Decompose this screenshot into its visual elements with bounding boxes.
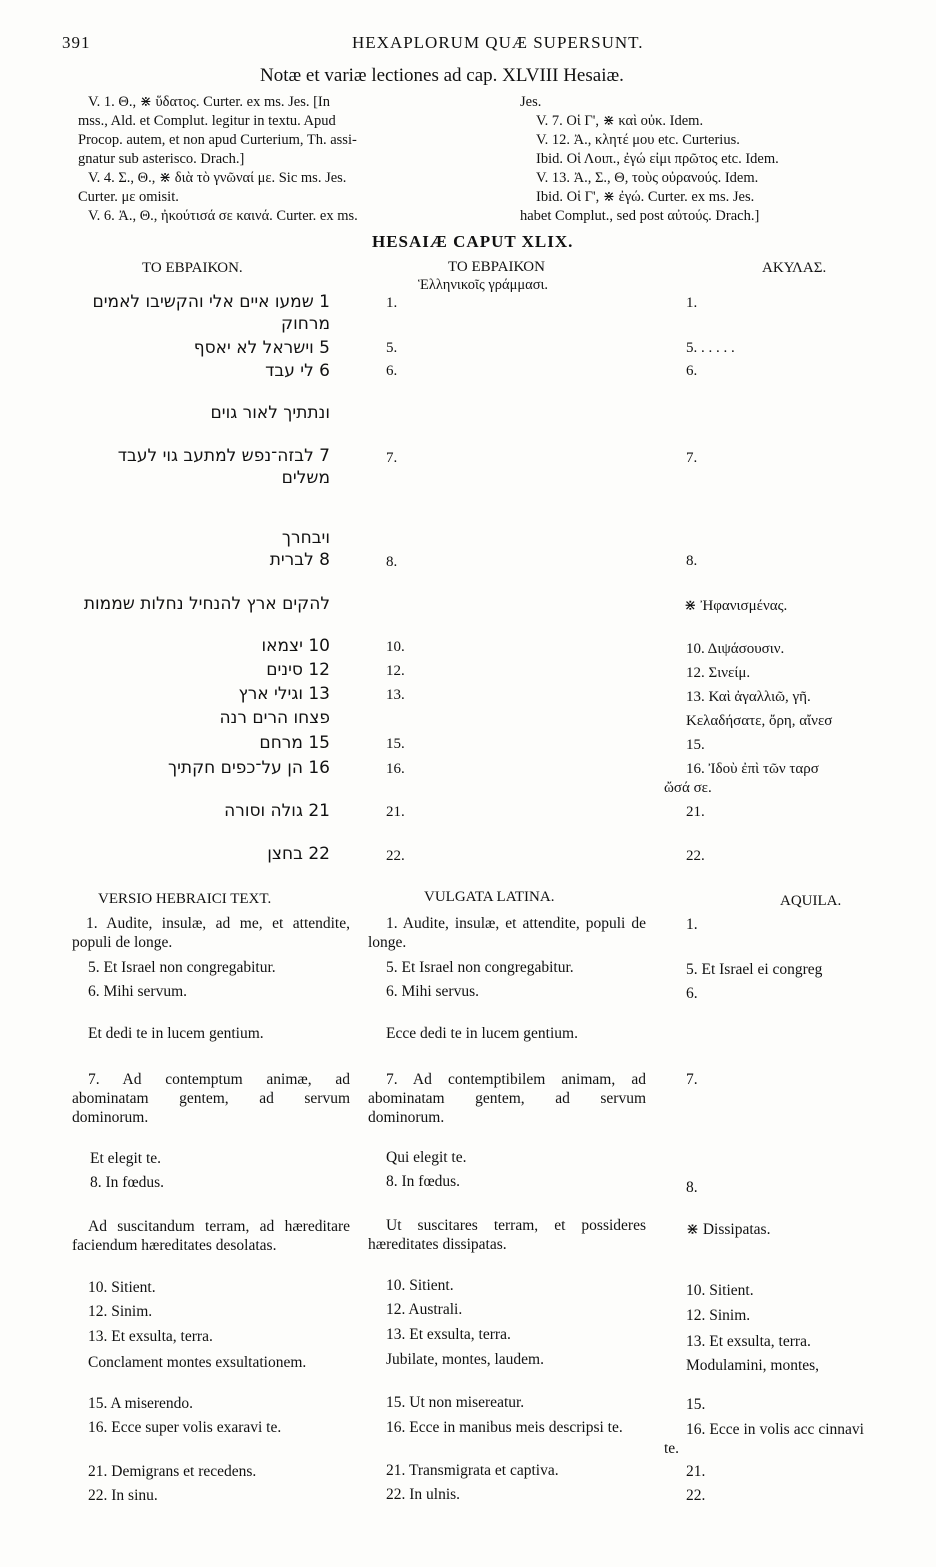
aquila-latin-text: 12. Sinim. xyxy=(686,1307,751,1324)
hebrew-text: 6 לי עבד xyxy=(265,361,330,381)
note-line: habet Complut., sed post αὐτούς. Drach.] xyxy=(520,208,760,224)
vulgata-text: 7. Ad contemptibilem animam, ad abominatam gentem, ad servum dominorum. xyxy=(368,1071,646,1126)
vulgata-text: 15. Ut non misereatur. xyxy=(386,1394,525,1411)
verse-number: 13. xyxy=(386,687,405,703)
note-line: gnatur sub asterisco. Drach.] xyxy=(78,151,245,167)
col-header-transliterated: ΤΟ ΕΒΡΑΙΚΟΝ xyxy=(448,259,545,275)
vulgata-text: 22. In ulnis. xyxy=(386,1486,461,1503)
hebrew-text: ויבחרך xyxy=(281,528,330,548)
notes-title: Notæ et variæ lectiones ad cap. XLVIII Hesaiæ. xyxy=(260,65,624,86)
aquila-latin-text: 1. xyxy=(686,916,698,933)
vulgata-text: 5. Et Israel non congregabitur. xyxy=(386,959,574,976)
aquila-latin-text: 15. xyxy=(686,1396,706,1413)
hebrew-text: 15 מרחם xyxy=(259,733,330,753)
note-line: Jes. xyxy=(520,94,542,110)
hebrew-text: 7 לבזה־נפש למתעב גוי לעבד xyxy=(117,446,330,466)
versio-text: Conclament montes exsultationem. xyxy=(88,1354,307,1371)
hebrew-text: ונתתיך לאור גוים xyxy=(210,403,330,423)
note-line: V. 4. Σ., Θ., ⋇ διὰ τὸ γνῶναί με. Sic ms. Jes. xyxy=(88,170,347,186)
aquila-greek: 7. xyxy=(686,450,698,466)
versio-text: 8. In fœdus. xyxy=(90,1174,165,1191)
aquila-greek: 5. . . . . . xyxy=(686,340,735,356)
aquila-latin-text: 21. xyxy=(686,1463,706,1480)
versio-text: 7. Ad contemptum animæ, ad abominatam gentem, ad servum dominorum. xyxy=(72,1071,350,1126)
vulgata-text: 16. Ecce in manibus meis descripsi te. xyxy=(386,1419,623,1436)
vulgata-text: 21. Transmigrata et captiva. xyxy=(386,1462,559,1479)
hebrew-text: פצחו הרים רנה xyxy=(219,708,330,728)
col-subheader-transliterated: Ἑλληνικοῖς γράμμασι. xyxy=(418,277,549,293)
versio-text: Et dedi te in lucem gentium. xyxy=(88,1025,264,1042)
col-header-aquila-latin: AQUILA. xyxy=(780,893,842,909)
aquila-greek: 12. Σινείμ. xyxy=(686,665,751,681)
versio-text: 12. Sinim. xyxy=(88,1303,153,1320)
versio-text: 6. Mihi servum. xyxy=(88,983,188,1000)
hebrew-text: 16 הן על־כפים חקתיך xyxy=(168,758,330,778)
vulgata-text: Ut suscitares terram, et possideres hæreditates dissipatas. xyxy=(368,1217,646,1253)
aquila-greek: ⋇ Ἠφανισμένας. xyxy=(684,598,788,614)
note-line: V. 12. Ἀ., κλητέ μου etc. Curterius. xyxy=(536,132,740,148)
col-header-aquila: ΑΚΥΛΑΣ. xyxy=(762,260,827,276)
aquila-latin-text: 7. xyxy=(686,1071,698,1088)
col-header-versio: VERSIO HEBRAICI TEXT. xyxy=(98,891,272,907)
col-header-vulgata: VULGATA LATINA. xyxy=(424,889,555,905)
note-line: V. 6. Ἀ., Θ., ἠκούτισά σε καινά. Curter. ex ms. xyxy=(88,208,358,224)
col-header-hebrew: ΤΟ ΕΒΡΑΙΚΟΝ. xyxy=(142,260,243,276)
aquila-latin-text: 8. xyxy=(686,1179,698,1196)
chapter-title: HESAIÆ CAPUT XLIX. xyxy=(372,232,574,251)
vulgata-text: Jubilate, montes, laudem. xyxy=(386,1351,544,1368)
vulgata-text: Qui elegit te. xyxy=(386,1149,467,1166)
vulgata-text: Ecce dedi te in lucem gentium. xyxy=(386,1025,578,1042)
aquila-greek: 15. xyxy=(686,737,705,753)
versio-text: 5. Et Israel non congregabitur. xyxy=(88,959,276,976)
versio-text: Ad suscitandum terram, ad hæreditare faciendum hæreditates desolatas. xyxy=(72,1218,350,1254)
hebrew-text: 8 לברית xyxy=(269,550,330,570)
aquila-latin-text: 13. Et exsulta, terra. xyxy=(686,1333,811,1350)
verse-number: 21. xyxy=(386,804,405,820)
hebrew-text: 1 שמעו איים אלי והקשיבו לאמים xyxy=(92,292,330,312)
hebrew-text: 13 וגילי ארץ xyxy=(238,684,330,704)
versio-text: 21. Demigrans et recedens. xyxy=(88,1463,257,1480)
verse-number: 10. xyxy=(386,639,405,655)
note-line: Ibid. Οἱ Λοιπ., ἐγώ εἰμι πρῶτος etc. Idem. xyxy=(536,151,779,167)
aquila-greek: 8. xyxy=(686,553,698,569)
note-line: Procop. autem, et non apud Curterium, Th. assi- xyxy=(78,132,357,148)
vulgata-text: 13. Et exsulta, terra. xyxy=(386,1326,511,1343)
note-line: Ibid. Οἱ Γ', ⋇ ἐγώ. Curter. ex ms. Jes. xyxy=(536,189,755,205)
hebrew-text: 12 סינים xyxy=(266,660,330,680)
note-line: mss., Ald. et Complut. legitur in textu. Apud xyxy=(78,113,336,129)
hebrew-text: להקים ארץ להנחיל נחלות שממות xyxy=(83,594,330,614)
hebrew-text: 10 יצמאו xyxy=(261,636,330,656)
aquila-greek: 22. xyxy=(686,848,705,864)
aquila-greek: 1. xyxy=(686,295,698,311)
verse-number: 8. xyxy=(386,554,398,570)
aquila-greek: ὤσά σε. xyxy=(664,780,712,796)
vulgata-text: 12. Australi. xyxy=(386,1301,463,1318)
note-line: V. 13. Ἀ., Σ., Θ, τοὺς οὐρανούς. Idem. xyxy=(536,170,759,186)
versio-text: Et elegit te. xyxy=(90,1150,162,1167)
hebrew-text: 21 גולה וסורה xyxy=(224,801,330,821)
aquila-greek: 21. xyxy=(686,804,705,820)
running-title: HEXAPLORUM QUÆ SUPERSUNT. xyxy=(352,33,644,52)
verse-number: 22. xyxy=(386,848,405,864)
vulgata-text: 8. In fœdus. xyxy=(386,1173,461,1190)
verse-number: 5. xyxy=(386,340,398,356)
page-number: 391 xyxy=(62,33,91,52)
aquila-greek: 16. Ἰδοὺ ἐπὶ τῶν ταρσ xyxy=(686,761,819,777)
aquila-latin-text: ⋇ Dissipatas. xyxy=(686,1221,771,1238)
vulgata-text: 1. Audite, insulæ, et attendite, populi de longe. xyxy=(368,915,646,951)
aquila-greek: 13. Καὶ ἀγαλλιῶ, γῆ. xyxy=(686,689,811,705)
aquila-latin-text: Modulamini, montes, xyxy=(686,1357,820,1374)
versio-text: 13. Et exsulta, terra. xyxy=(88,1328,213,1345)
aquila-greek: Κελαδήσατε, ὄρη, αἴνεσ xyxy=(686,713,833,729)
hebrew-text: משלים xyxy=(281,468,330,488)
verse-number: 1. xyxy=(386,295,398,311)
vulgata-text: 10. Sitient. xyxy=(386,1277,454,1294)
versio-text: 1. Audite, insulæ, ad me, et attendite, populi de longe. xyxy=(72,915,350,951)
verse-number: 12. xyxy=(386,663,405,679)
aquila-latin-text: 10. Sitient. xyxy=(686,1282,754,1299)
versio-text: 16. Ecce super volis exaravi te. xyxy=(88,1419,282,1436)
verse-number: 15. xyxy=(386,736,405,752)
versio-text: 10. Sitient. xyxy=(88,1279,156,1296)
versio-text: 15. A miserendo. xyxy=(88,1395,194,1412)
note-line: V. 1. Θ., ⋇ ὕδατος. Curter. ex ms. Jes. [In xyxy=(88,94,331,110)
aquila-latin-text: 5. Et Israel ei congreg xyxy=(686,961,823,978)
aquila-latin-text: 22. xyxy=(686,1487,706,1504)
hebrew-text: 22 בחצן xyxy=(267,844,330,864)
verse-number: 16. xyxy=(386,761,405,777)
vulgata-text: 6. Mihi servus. xyxy=(386,983,479,1000)
aquila-latin-text: 6. xyxy=(686,985,698,1002)
hebrew-text: מרחוק xyxy=(281,314,330,334)
versio-text: 22. In sinu. xyxy=(88,1487,158,1504)
aquila-greek: 10. Διψάσουσιν. xyxy=(686,641,785,657)
hebrew-text: 5 וישראל לא יאסף xyxy=(193,338,330,358)
aquila-latin-text: 16. Ecce in volis acc cinnavi te. xyxy=(664,1421,864,1457)
verse-number: 6. xyxy=(386,363,398,379)
note-line: Curter. με omisit. xyxy=(78,189,179,205)
verse-number: 7. xyxy=(386,450,398,466)
aquila-greek: 6. xyxy=(686,363,698,379)
note-line: V. 7. Οἱ Γ', ⋇ καὶ οὐκ. Idem. xyxy=(536,113,704,129)
